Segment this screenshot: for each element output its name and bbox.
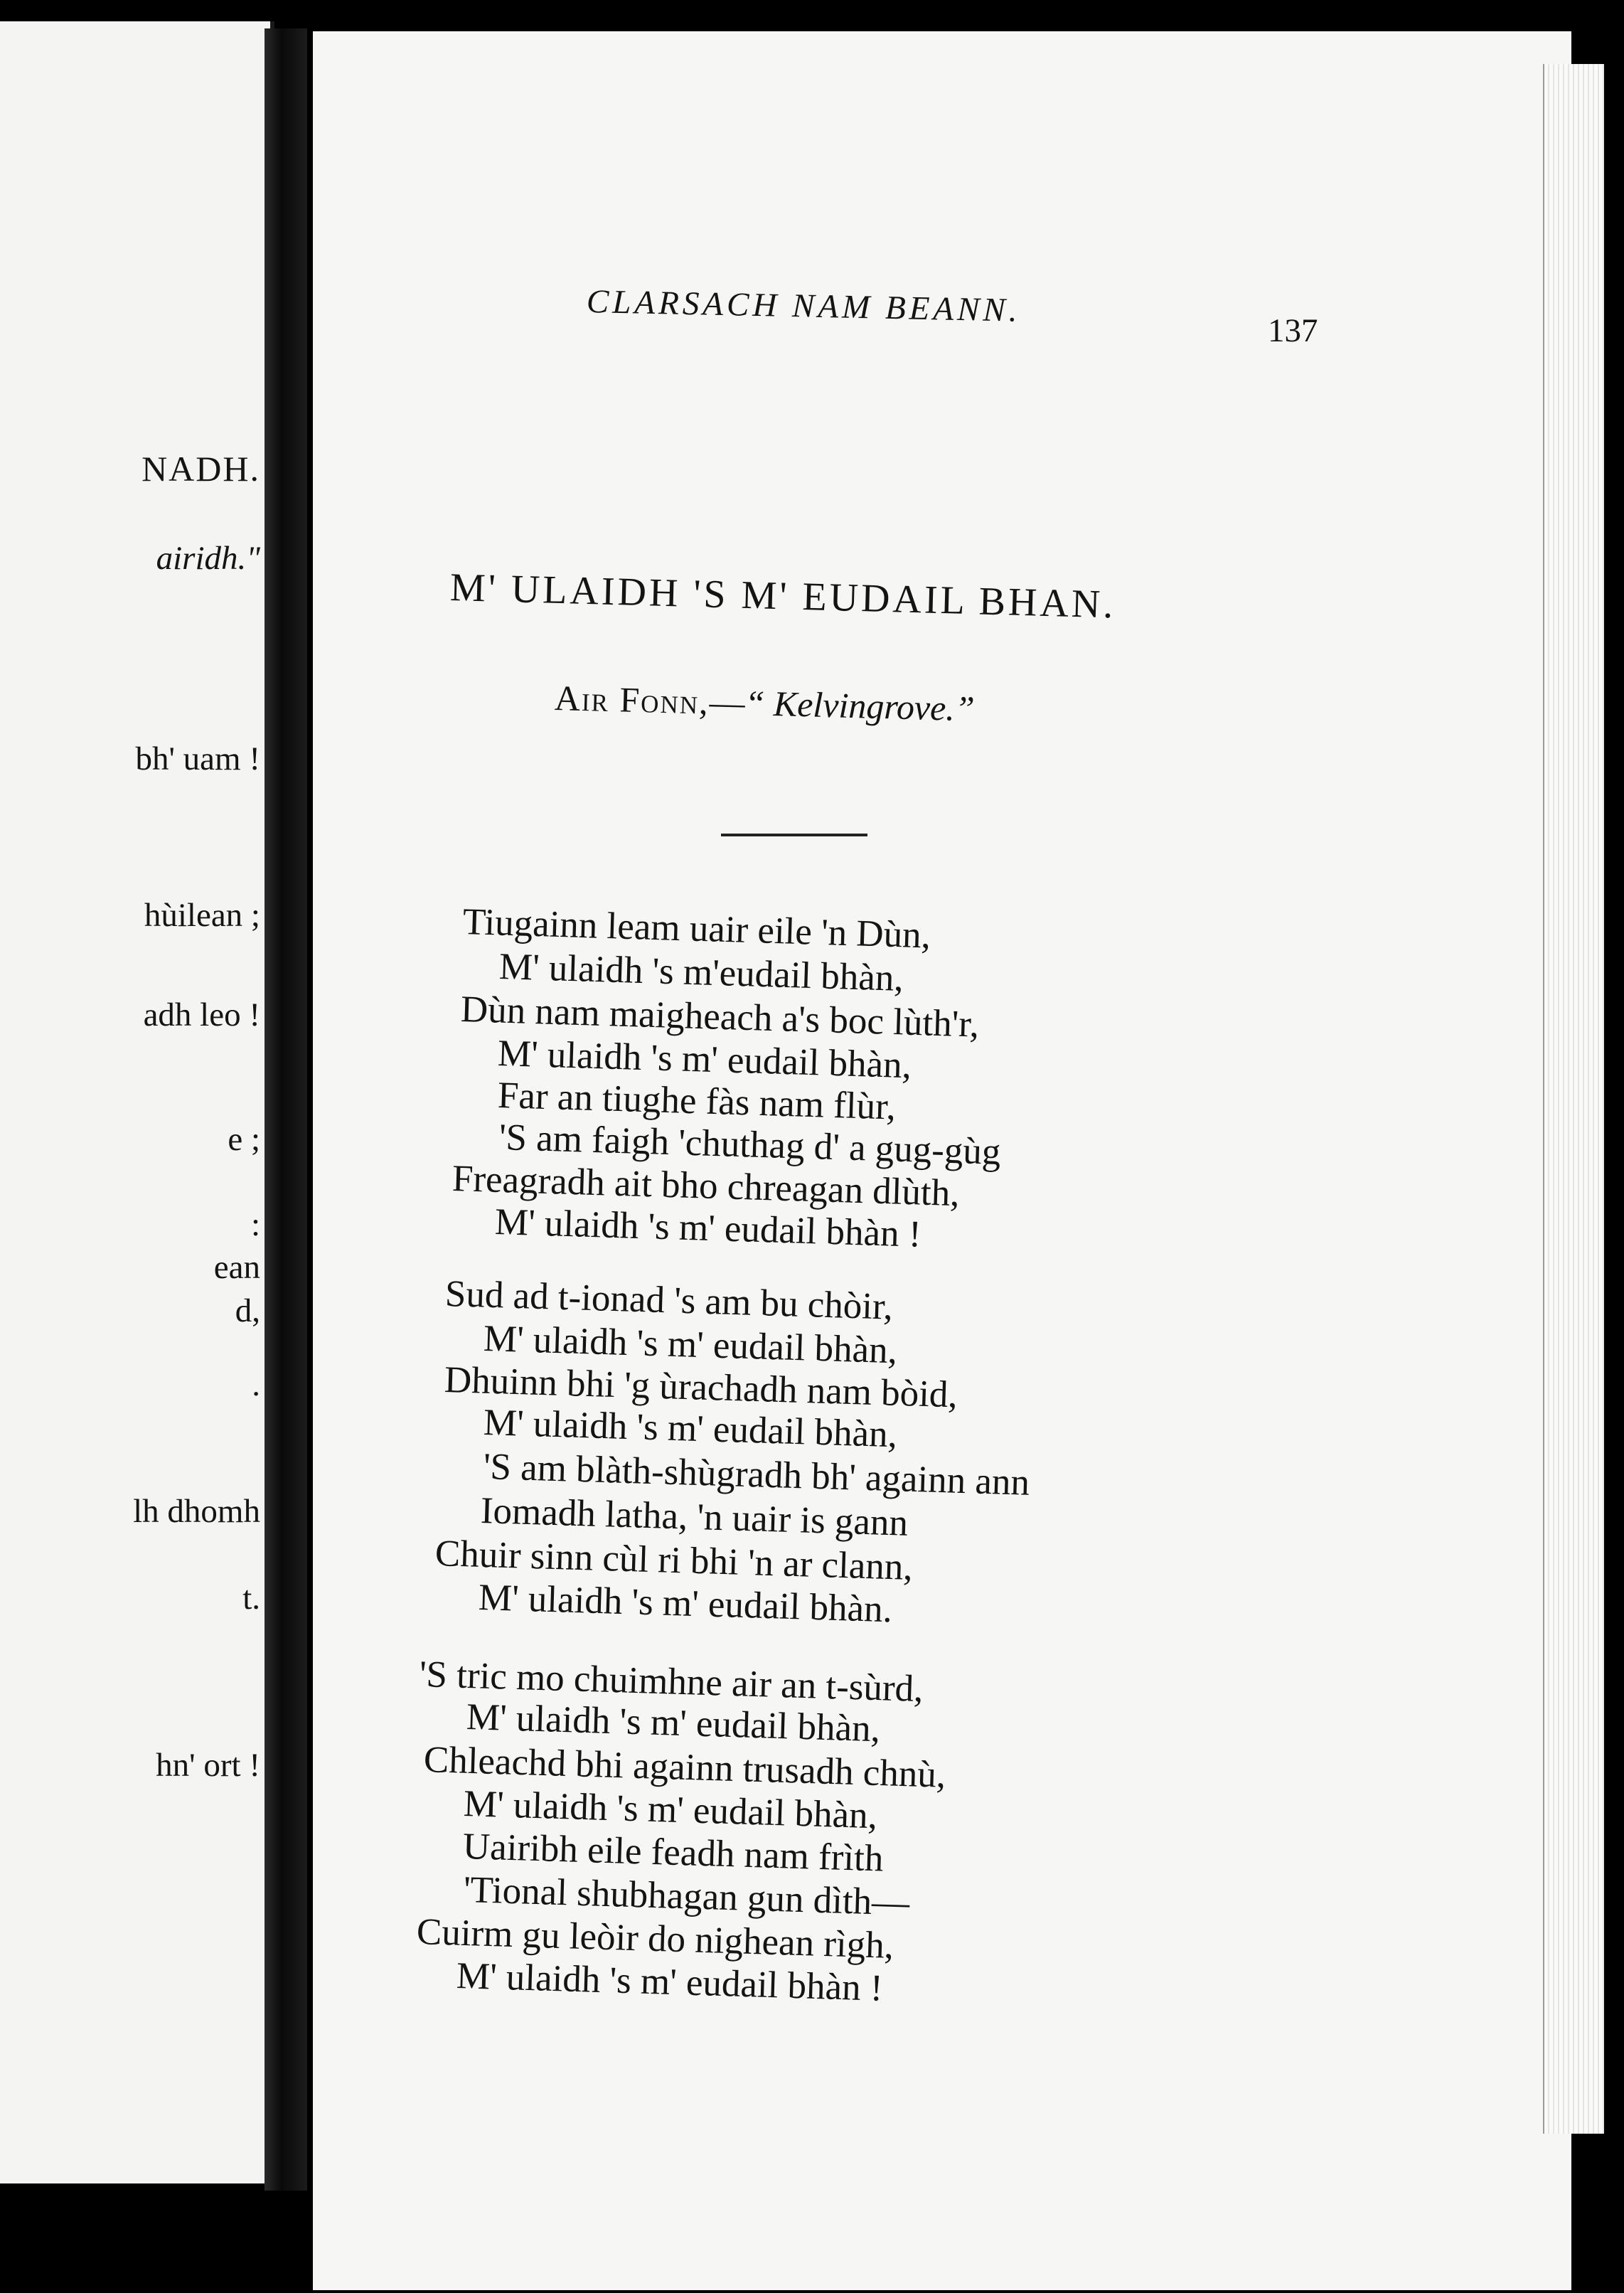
- left-page-line: d,: [235, 1292, 260, 1329]
- verse-line: Chleachd bhi againn trusadh chnù,: [423, 1739, 946, 1796]
- verse-line: Far an tiughe fàs nam flùr,: [497, 1075, 897, 1128]
- right-page: [313, 31, 1571, 2290]
- running-head: CLARSACH NAM BEANN.: [586, 283, 1022, 329]
- verse-line: M' ulaidh 's m' eudail bhàn,: [466, 1696, 881, 1750]
- left-page-line: NADH.: [141, 449, 260, 489]
- verse-line: Tiugainn leam uair eile 'n Dùn,: [462, 901, 931, 957]
- verse-line: M' ulaidh 's m' eudail bhàn,: [463, 1783, 878, 1837]
- poem-body: [313, 31, 1571, 2290]
- verse-line: 'S am faigh 'chuthag d' a gug-gùg: [498, 1117, 1002, 1173]
- book-gutter: [265, 28, 307, 2191]
- verse-line: Uairibh eile feadh nam frìth: [462, 1826, 885, 1880]
- tune-name: “ Kelvingrove.”: [744, 683, 976, 729]
- verse-line: Dhuinn bhi 'g ùrachadh nam bòid,: [444, 1359, 958, 1416]
- verse-line: M' ulaidh 's m' eudail bhàn !: [456, 1955, 884, 2009]
- verse-line: M' ulaidh 's m' eudail bhàn.: [478, 1577, 893, 1631]
- left-page-line: :: [250, 1206, 260, 1243]
- verse-line: M' ulaidh 's m' eudail bhàn,: [483, 1318, 898, 1372]
- left-page-line: bh' uam !: [135, 740, 260, 777]
- verse-line: 'S am blàth-shùgradh bh' againn ann: [483, 1446, 1030, 1504]
- page-edges: [1543, 64, 1604, 2134]
- poem-title: M' ULAIDH 'S M' EUDAIL BHAN.: [449, 565, 1117, 627]
- verse-line: Freagradh ait bho chreagan dlùth,: [452, 1158, 961, 1215]
- left-page: [0, 21, 274, 2183]
- tune-dash: —: [708, 681, 746, 723]
- verse-line: Sud ad t-ionad 's am bu chòir,: [444, 1273, 894, 1328]
- tune-label: Air Fonn,: [554, 678, 710, 722]
- verse-line: Cuirm gu leòir do nighean rìgh,: [416, 1911, 894, 1967]
- page-number: 137: [1268, 312, 1318, 349]
- verse-line: M' ulaidh 's m' eudail bhàn,: [497, 1033, 912, 1087]
- verse-line: M' ulaidh 's m' eudail bhàn,: [483, 1402, 898, 1456]
- left-page-line: t.: [242, 1580, 260, 1617]
- left-page-line: .: [252, 1366, 260, 1403]
- left-page-line: e ;: [228, 1121, 260, 1158]
- verse-line: 'S tric mo chuimhne air an t-sùrd,: [419, 1654, 924, 1711]
- verse-line: M' ulaidh 's m' eudail bhàn !: [494, 1201, 922, 1255]
- verse-line: 'Tional shubhagan gun dìth—: [463, 1869, 911, 1924]
- left-page-line: ean: [213, 1249, 260, 1286]
- left-page-line: hùilean ;: [144, 897, 260, 934]
- verse-line: M' ulaidh 's m'eudail bhàn,: [498, 946, 904, 999]
- verse-line: Chuir sinn cùl ri bhi 'n ar clann,: [434, 1533, 914, 1588]
- left-page-line: hn' ort !: [156, 1747, 260, 1784]
- left-page-line: lh dhomh: [133, 1493, 260, 1530]
- left-page-line: adh leo !: [143, 996, 260, 1033]
- verse-line: Dùn nam maigheach a's boc lùth'r,: [460, 989, 980, 1046]
- left-page-line: airidh.": [156, 540, 260, 577]
- verse-line: Iomadh latha, 'n uair is gann: [480, 1490, 909, 1544]
